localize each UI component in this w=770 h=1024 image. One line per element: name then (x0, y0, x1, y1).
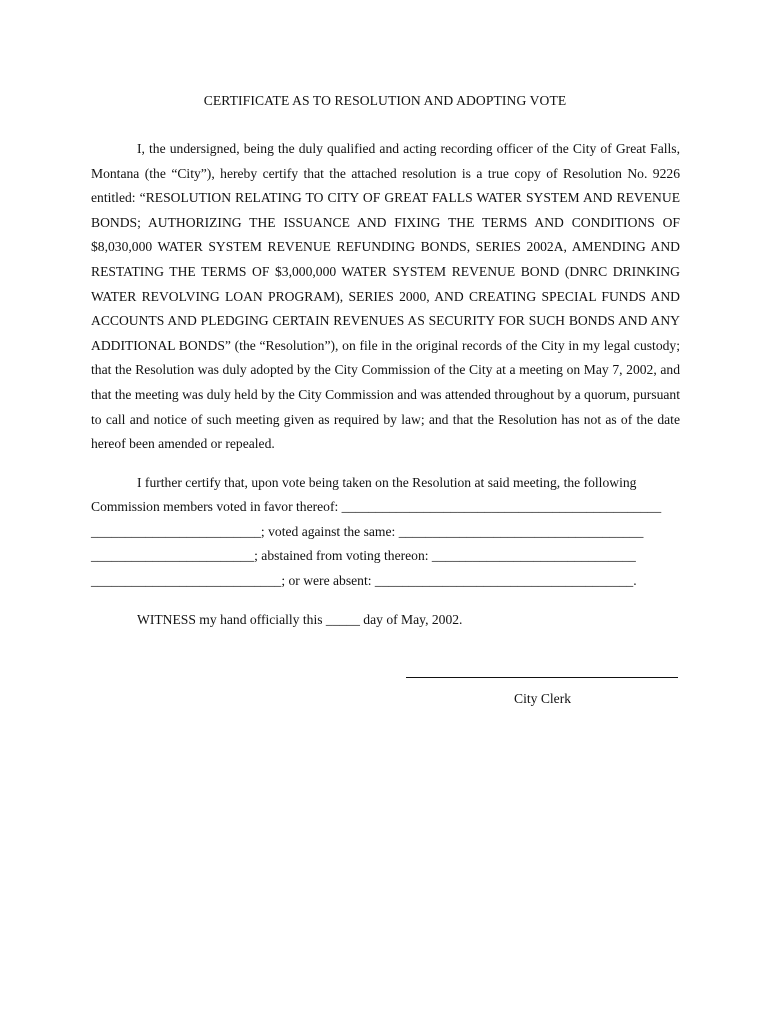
signature-label: City Clerk (514, 691, 572, 706)
vote-against-line: _________________________; voted against the same: ____________________________________ (91, 524, 644, 539)
witness-line: WITNESS my hand officially this _____ day of May, 2002. (137, 612, 463, 627)
certification-paragraph: I, the undersigned, being the duly qualified and acting recording officer of the City of Great Falls, Montana (the “City”), hereby certify that the attached resolution is a true copy of Resolution No. 9226 entitled: “RESOLUTION RELATING TO CITY OF GREAT FALLS WATER SYSTEM AND REVENUE BONDS; AUTHORIZING THE ISSUANCE AND FIXING THE TERMS AND CONDITIONS OF $8,030,000 WATER SYSTEM REVENUE REFUNDING BONDS, SERIES 2002A, AMENDING AND RESTATING THE TERMS OF $3,000,000 WATER SYSTEM REVENUE BOND (DNRC DRINKING WATER REVOLVING LOAN PROGRAM), SERIES 2000, AND CREATING SPECIAL FUNDS AND ACCOUNTS AND PLEDGING CERTAIN REVENUES AS SECURITY FOR SUCH BONDS AND ANY ADDITIONAL BONDS” (the “Resolution”), on file in the original records of the City in my legal custody; that the Resolution was duly adopted by the City Commission of the City at a meeting on May 7, 2002, and that the meeting was duly held by the City Commission and was attended throughout by a quorum, pursuant to call and notice of such meeting given as required by law; and that the Resolution has not as of the date hereof been amended or repealed. (91, 141, 680, 452)
vote-absent-line: ____________________________; or were absent: ______________________________________. (91, 573, 637, 588)
vote-intro-line: I further certify that, upon vote being taken on the Resolution at said meeting, the following (137, 475, 637, 490)
vote-favor-line: Commission members voted in favor thereof: _______________________________________________ (91, 499, 662, 514)
document-title: CERTIFICATE AS TO RESOLUTION AND ADOPTING VOTE (203, 93, 567, 108)
vote-abstained-line: ________________________; abstained from voting thereon: ______________________________ (91, 548, 636, 563)
signature-line (406, 677, 678, 678)
